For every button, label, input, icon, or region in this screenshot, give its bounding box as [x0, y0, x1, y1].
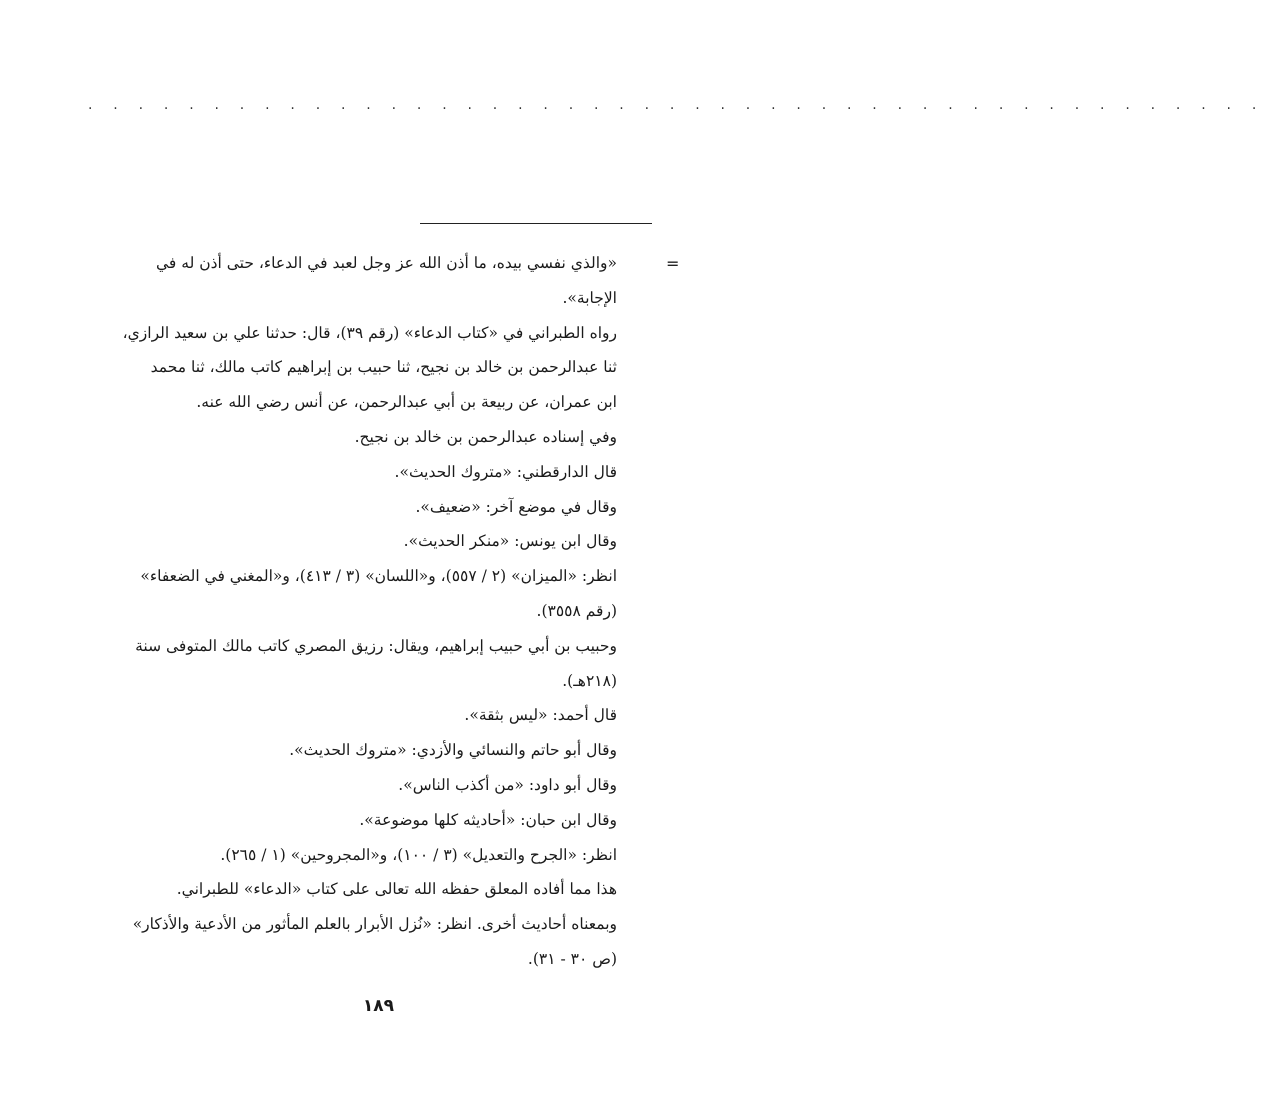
text-line: «والذي نفسي بيده، ما أذن الله عز وجل لعبد في الدعاء، حتى أذن له في — [156, 254, 617, 272]
footnote-separator-rule — [420, 223, 652, 224]
text-line: (٢١٨هـ). — [562, 671, 617, 690]
text-line: رواه الطبراني في «كتاب الدعاء» (رقم ٣٩)، قال: حدثنا علي بن سعيد الرازي، — [122, 323, 617, 342]
text-line: وقال ابن يونس: «منكر الحديث». — [403, 532, 617, 551]
text-line: وبمعناه أحاديث أخرى. انظر: «نُزل الأبرار بالعلم المأثور من الأدعية والأذكار» — [132, 915, 617, 934]
text-line: وقال ابن حبان: «أحاديثه كلها موضوعة». — [359, 810, 617, 829]
text-line: قال الدارقطني: «متروك الحديث». — [394, 462, 617, 481]
text-line: انظر: «الميزان» (٢ / ٥٥٧)، و«اللسان» (٣ / ٤١٣)، و«المغني في الضعفاء» — [140, 567, 617, 586]
text-line: وقال في موضع آخر: «ضعيف». — [415, 497, 617, 516]
dot-leader-row: . . . . . . . . . . . . . . . . . . . . . . . . . . . . . . . . . . . . . . . . . . . . . . . — [88, 97, 1264, 113]
text-line: قال أحمد: «ليس بثقة». — [464, 706, 617, 725]
text-line: هذا مما أفاده المعلق حفظه الله تعالى على كتاب «الدعاء» للطبراني. — [176, 880, 617, 899]
text-line: ثنا عبدالرحمن بن خالد بن نجيح، ثنا حبيب بن إبراهيم كاتب مالك، ثنا محمد — [150, 358, 617, 377]
text-line: وقال أبو داود: «من أكذب الناس». — [398, 775, 617, 794]
text-line: (ص ٣٠ - ٣١). — [527, 949, 617, 968]
text-line: الإجابة». — [562, 288, 617, 307]
text-line: (رقم ٣٥٥٨). — [536, 601, 617, 620]
page-number: ١٨٩ — [362, 996, 395, 1016]
text-line: انظر: «الجرح والتعديل» (٣ / ١٠٠)، و«المجروحين» (١ / ٢٦٥). — [220, 845, 617, 864]
text-line: وقال أبو حاتم والنسائي والأزدي: «متروك الحديث». — [289, 741, 617, 760]
text-line: وحبيب بن أبي حبيب إبراهيم، ويقال: رزيق المصري كاتب مالك المتوفى سنة — [135, 636, 617, 655]
text-line: ابن عمران، عن ربيعة بن أبي عبدالرحمن، عن أنس رضي الله عنه. — [196, 393, 617, 412]
text-line: وفي إسناده عبدالرحمن بن خالد بن نجيح. — [354, 427, 617, 446]
continuation-mark: = — [666, 254, 680, 273]
footnote-text-block — [122, 246, 617, 977]
